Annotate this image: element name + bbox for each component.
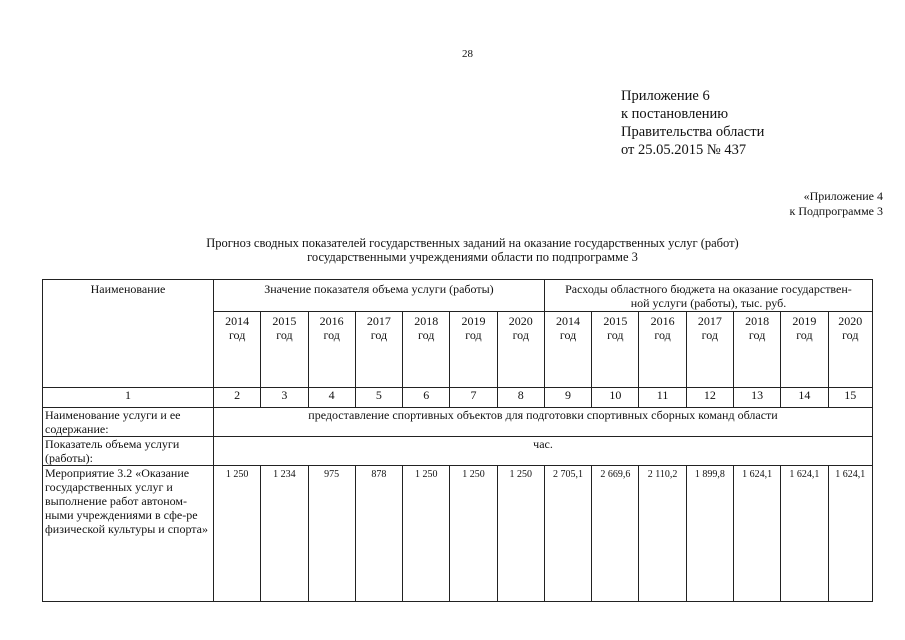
service-value: предоставление спортивных объектов для подготовки спортивных сборных команд области — [214, 408, 873, 437]
year-header-cell — [403, 312, 450, 388]
indicator-label: Показатель объема услуги (работы): — [43, 437, 214, 466]
year-label: 2017 — [366, 314, 391, 328]
column-number-cell: 1 — [43, 388, 214, 408]
year-header-cell — [497, 312, 544, 388]
year-label: 2018 — [745, 314, 770, 328]
budget-value-cell: 2 705,1 — [544, 466, 591, 602]
year-header-cell — [308, 312, 355, 388]
budget-value-cell: 2 669,6 — [592, 466, 639, 602]
year-label: 2014 — [556, 314, 581, 328]
year-suffix: год — [323, 328, 340, 342]
year-header-cell — [733, 312, 780, 388]
appendix-line: к постановлению — [621, 106, 729, 122]
volume-group-header: Значение показателя объема услуги (работы) — [214, 280, 545, 312]
volume-value-cell: 1 250 — [403, 466, 450, 602]
year-header-cell — [214, 312, 261, 388]
volume-value-cell: 878 — [355, 466, 402, 602]
year-suffix: год — [654, 328, 671, 342]
year-suffix: год — [701, 328, 719, 342]
year-label: 2017 — [697, 314, 722, 328]
year-label: 2014 — [225, 314, 250, 328]
column-number-cell: 15 — [828, 388, 872, 408]
year-suffix: год — [559, 328, 577, 342]
column-number-cell: 3 — [261, 388, 308, 408]
column-number-cell: 14 — [781, 388, 828, 408]
table-row-measure — [43, 466, 873, 602]
year-label: 2015 — [603, 314, 628, 328]
appendix-line: Правительства области — [621, 124, 765, 140]
column-number-cell: 2 — [214, 388, 261, 408]
table-row-indicator — [43, 437, 873, 466]
name-column-header: Наименование — [43, 280, 214, 388]
appendix-line: от 25.05.2015 № 437 — [621, 142, 747, 158]
budget-value-cell: 2 110,2 — [639, 466, 686, 602]
service-label: Наименование услуги и ее содержание: — [43, 408, 214, 437]
column-number-cell: 4 — [308, 388, 355, 408]
year-label: 2016 — [319, 314, 344, 328]
year-header-cell — [261, 312, 308, 388]
year-label: 2020 — [508, 314, 533, 328]
appendix-line: Приложение 6 — [621, 88, 710, 104]
sub-appendix-line: «Приложение 4 — [803, 189, 883, 203]
volume-value-cell: 1 250 — [450, 466, 497, 602]
document-title — [100, 236, 845, 264]
year-header-cell — [781, 312, 828, 388]
year-label: 2018 — [414, 314, 439, 328]
year-header-cell — [686, 312, 733, 388]
title-line-2: государственными учреждениями области по подпрограмме 3 — [307, 250, 638, 264]
budget-header-line-1: Расходы областного бюджета на оказание государствен- — [565, 282, 852, 296]
year-suffix: год — [276, 328, 293, 342]
year-suffix: год — [842, 328, 859, 342]
volume-value-cell: 1 234 — [261, 466, 308, 602]
column-number-cell: 10 — [592, 388, 639, 408]
measure-label: Мероприятие 3.2 «Оказание государственных услуг и выполнение работ автоном-ными учреждениями в сфе-ре физической культуры и спорта» — [43, 466, 214, 602]
column-number-cell: 9 — [544, 388, 591, 408]
year-header-cell — [828, 312, 872, 388]
year-suffix: год — [465, 328, 482, 342]
column-number-cell: 5 — [355, 388, 402, 408]
volume-value-cell: 1 250 — [214, 466, 261, 602]
budget-value-cell: 1 899,8 — [686, 466, 733, 602]
year-suffix: год — [796, 328, 813, 342]
year-label: 2015 — [272, 314, 297, 328]
volume-value-cell: 1 250 — [497, 466, 544, 602]
year-suffix: год — [748, 328, 766, 342]
year-suffix: год — [370, 328, 388, 342]
column-number-cell: 8 — [497, 388, 544, 408]
budget-value-cell: 1 624,1 — [733, 466, 780, 602]
appendix-block — [621, 87, 764, 159]
year-header-cell — [544, 312, 591, 388]
indicator-value: час. — [214, 437, 873, 466]
year-header-cell — [355, 312, 402, 388]
page-number: 28 — [462, 48, 473, 60]
budget-value-cell: 1 624,1 — [828, 466, 872, 602]
year-label: 2016 — [650, 314, 675, 328]
year-header-cell — [639, 312, 686, 388]
budget-header-line-2: ной услуги (работы), тыс. руб. — [630, 296, 787, 310]
forecast-table — [42, 279, 873, 602]
title-line-1: Прогноз сводных показателей государственных заданий на оказание государственных услуг (работ) — [206, 236, 739, 250]
column-number-cell: 13 — [733, 388, 780, 408]
column-number-row — [43, 388, 873, 408]
year-suffix: год — [418, 328, 435, 342]
year-label: 2019 — [461, 314, 486, 328]
budget-group-header — [544, 280, 872, 312]
year-suffix: год — [228, 328, 246, 342]
volume-value-cell: 975 — [308, 466, 355, 602]
table-row-service — [43, 408, 873, 437]
column-number-cell: 6 — [403, 388, 450, 408]
year-header-cell — [592, 312, 639, 388]
column-number-cell: 12 — [686, 388, 733, 408]
sub-appendix-line: к Подпрограмме 3 — [789, 204, 883, 218]
budget-value-cell: 1 624,1 — [781, 466, 828, 602]
year-suffix: год — [607, 328, 624, 342]
year-label: 2019 — [792, 314, 817, 328]
year-label: 2020 — [838, 314, 863, 328]
sub-appendix-block — [790, 189, 883, 219]
year-suffix: год — [512, 328, 529, 342]
column-number-cell: 11 — [639, 388, 686, 408]
column-number-cell: 7 — [450, 388, 497, 408]
year-header-cell — [450, 312, 497, 388]
header-row-groups — [43, 280, 873, 312]
